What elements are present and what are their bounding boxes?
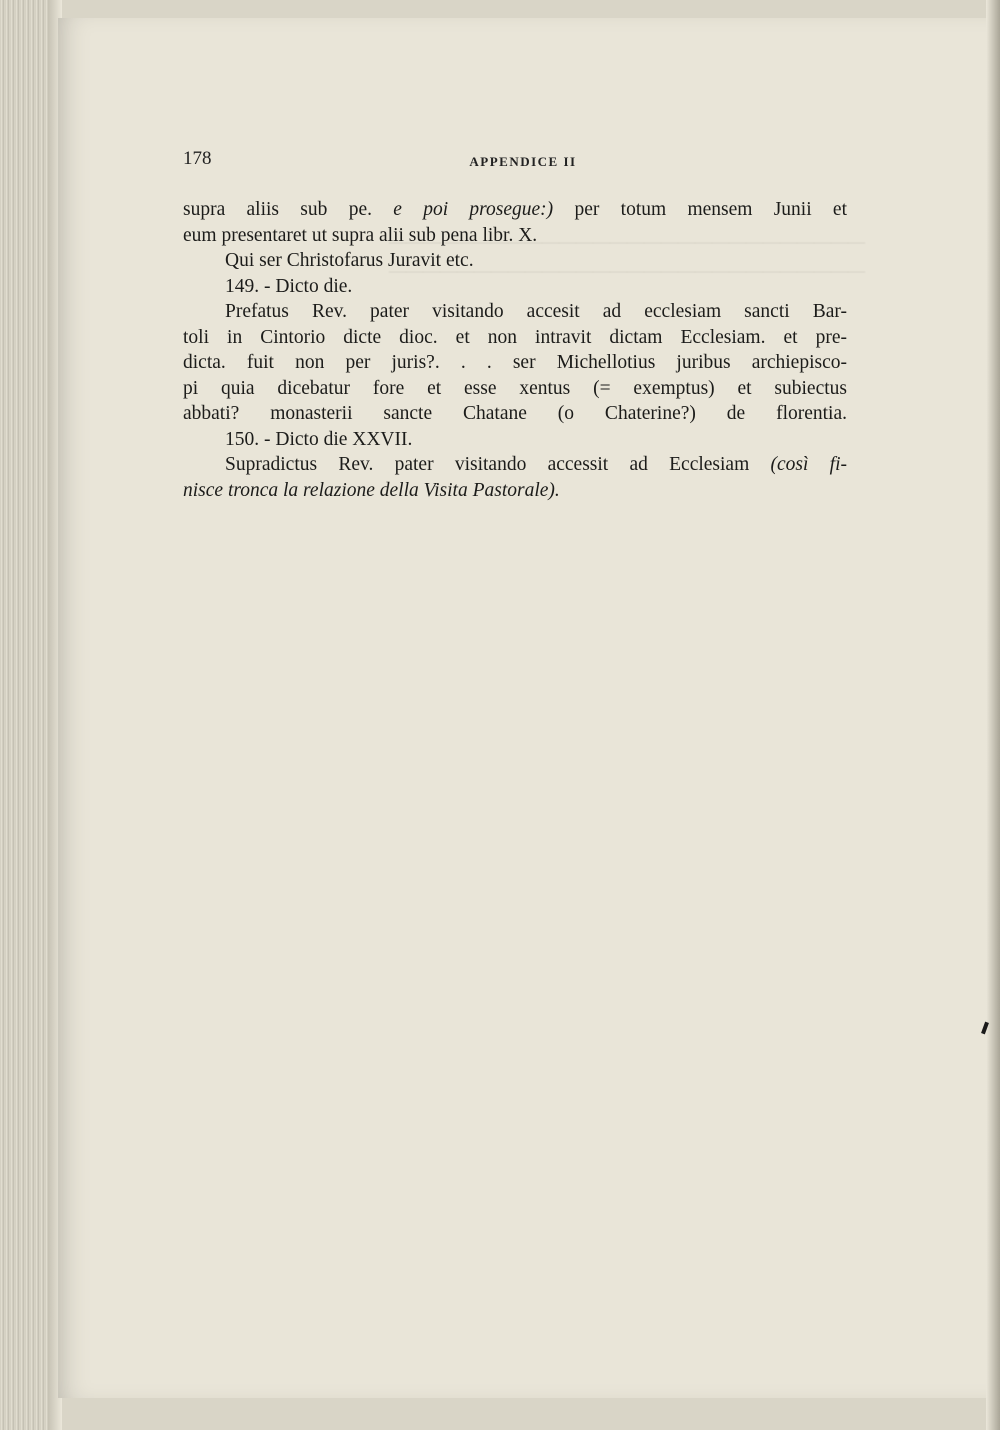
text-line: supra aliis sub pe. e poi prosegue:) per totum mensem Junii et xyxy=(183,199,848,220)
text-line: pi quia dicebatur fore et esse xentus (= exemptus) et subiectus xyxy=(183,377,847,399)
page-number: 178 xyxy=(183,148,212,169)
text-line: toli in Cintorio dicte dioc. et non intravit dictam Ecclesiam. et pre- xyxy=(183,326,847,348)
running-head: APPENDICE II xyxy=(469,154,577,169)
paragraph-oath: Qui ser Christofarus Juravit etc. xyxy=(225,250,474,271)
paragraph-149 xyxy=(183,299,847,427)
entry-heading-150: 150. - Dicto die XXVII. xyxy=(225,428,413,450)
paragraph-150 xyxy=(183,452,847,503)
right-page-edge xyxy=(986,0,1000,1430)
show-through-text: ———————————————————————————— ———————————————————————————— xyxy=(389,232,865,280)
editorial-note: nisce tronca la relazione della Visita Pastorale). xyxy=(183,479,560,501)
text-line: Supradictus Rev. pater visitando accessit ad Ecclesiam (così fi- xyxy=(225,454,848,475)
text-line: eum presentaret ut supra alii sub pena libr. X. xyxy=(183,224,538,246)
text-line: abbati? monasterii sancte Chatane (o Chaterine?) de florentia. xyxy=(183,403,847,424)
text-line: dicta. fuit non per juris?. . . ser Michellotius juribus archiepisco- xyxy=(183,352,847,373)
text-line: Prefatus Rev. pater visitando accesit ad ecclesiam sancti Bar- xyxy=(225,301,847,322)
entry-heading-149: 149. - Dicto die. xyxy=(225,275,353,297)
page-body xyxy=(183,197,847,503)
page-header xyxy=(183,148,863,178)
editorial-note: (così fi- xyxy=(770,454,848,475)
paragraph-continuation xyxy=(183,197,847,248)
editorial-note: e poi prosegue:) xyxy=(393,199,554,220)
